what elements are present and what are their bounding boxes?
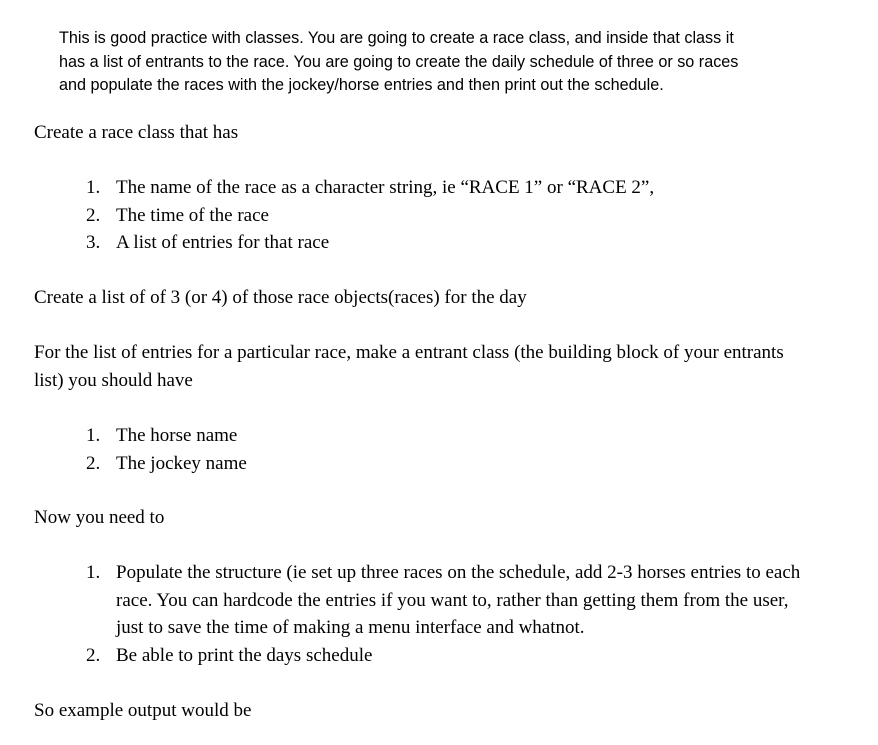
list-item: 1. Populate the structure (ie set up three races on the schedule, add 2-3 horses entries to each race. You can hardcode the entries if you want to, rather than getting them from the user, just to save the time of making a menu interface and whatnot. <box>86 562 801 638</box>
entrant-class-heading: For the list of entries for a particular race, make a entrant class (the building block of your entrants list) you should have <box>34 342 784 391</box>
todo-list <box>86 559 816 669</box>
todo-heading: Now you need to <box>34 507 165 528</box>
example-output-paragraph: So example output would be <box>34 700 252 721</box>
race-class-heading: Create a race class that has <box>34 122 239 143</box>
list-item: 1. The name of the race as a character string, ie “RACE 1” or “RACE 2”, <box>86 177 655 198</box>
intro-paragraph: This is good practice with classes. You are going to create a race class, and inside that class it has a list of entrants to the race. You are going to create the daily schedule of three or so races and populate the races with the jockey/horse entries and then print out the schedule. <box>59 29 739 94</box>
race-list-paragraph: Create a list of of 3 (or 4) of those race objects(races) for the day <box>34 287 527 308</box>
list-item: 2. The time of the race <box>86 204 269 226</box>
entrant-class-list <box>86 422 816 477</box>
list-item: 3. A list of entries for that race <box>86 232 330 253</box>
list-item: 2. The jockey name <box>86 452 247 474</box>
list-item: 1. The horse name <box>86 425 238 446</box>
race-class-list <box>86 174 816 257</box>
list-item: 2. Be able to print the days schedule <box>86 644 373 666</box>
